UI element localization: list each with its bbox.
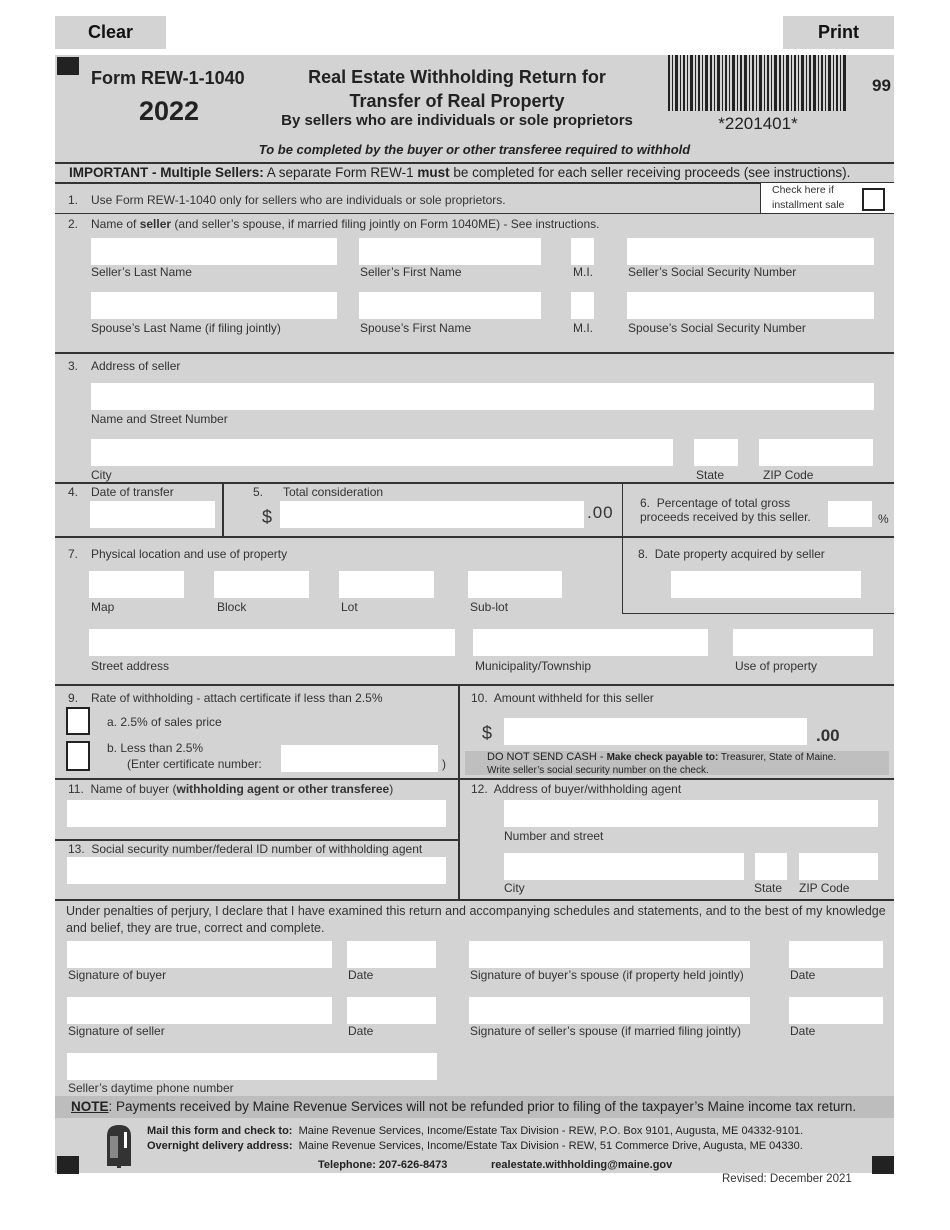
property-use-label: Use of property (735, 659, 818, 673)
note-text: NOTE: Payments received by Maine Revenue Services will not be refunded prior to filing of the taxpayer’s Maine income tax return. (71, 1099, 857, 1114)
installment-label-2: installment sale (772, 199, 845, 211)
line10-text: 10. Amount withheld for this seller (471, 691, 654, 705)
map-input[interactable] (89, 571, 184, 598)
divider (622, 483, 623, 536)
divider (55, 352, 894, 354)
form-year: 2022 (139, 96, 200, 126)
lot-input[interactable] (339, 571, 434, 598)
seller-ssn-input[interactable] (627, 238, 874, 265)
line6-text: 6. Percentage of total gross (640, 496, 791, 510)
buyer-city-input[interactable] (504, 853, 744, 880)
amount-withheld-input[interactable] (504, 718, 807, 745)
cents-label: .00 (587, 503, 614, 522)
buyer-spouse-date-input[interactable] (789, 941, 883, 968)
seller-sig-date-input[interactable] (347, 997, 436, 1024)
divider (55, 213, 894, 214)
seller-last-name-label: Seller’s Last Name (91, 265, 192, 279)
seller-spouse-signature-input[interactable] (469, 997, 750, 1024)
line12-text: 12. Address of buyer/withholding agent (471, 782, 682, 796)
divider (55, 162, 894, 164)
divider (55, 778, 894, 780)
percent-sign: % (878, 512, 889, 526)
cents-label: .00 (816, 726, 840, 745)
seller-spouse-signature-label: Signature of seller’s spouse (if married filing jointly) (470, 1024, 742, 1038)
mailbox-icon (103, 1122, 135, 1168)
line4-text: Date of transfer (91, 485, 174, 499)
spouse-ssn-input[interactable] (627, 292, 874, 319)
certificate-number-input[interactable] (281, 745, 438, 772)
total-consideration-input[interactable] (280, 501, 584, 528)
seller-city-input[interactable] (91, 439, 673, 466)
line3-text: Address of seller (91, 359, 181, 373)
seller-zip-input[interactable] (759, 439, 873, 466)
seller-zip-label: ZIP Code (763, 468, 814, 482)
spouse-mi-label: M.I. (573, 321, 593, 335)
rate-less-checkbox[interactable] (66, 741, 90, 771)
form-subtitle: By sellers who are individuals or sole proprietors (281, 112, 633, 129)
email-link[interactable]: realestate.withholding@maine.gov (491, 1159, 673, 1171)
seller-street-label: Name and Street Number (91, 412, 228, 426)
line13-text: 13. Social security number/federal ID number of withholding agent (68, 842, 423, 856)
line-number: 9. (68, 691, 79, 705)
buyer-city-label: City (504, 881, 525, 895)
line2-text: Name of seller (and seller’s spouse, if married filing jointly on Form 1040ME) - See instructions. (91, 217, 600, 231)
registration-mark (872, 1156, 894, 1174)
spouse-first-name-input[interactable] (359, 292, 541, 319)
seller-state-label: State (696, 468, 725, 482)
cash-notice: DO NOT SEND CASH - Make check payable to: Treasurer, State of Maine. (487, 751, 837, 763)
barcode (668, 55, 848, 111)
line-number: 1. (68, 193, 79, 207)
seller-state-input[interactable] (694, 439, 738, 466)
buyer-zip-input[interactable] (799, 853, 878, 880)
property-street-input[interactable] (89, 629, 455, 656)
rate-2-5-checkbox[interactable] (66, 707, 90, 735)
installment-sale-checkbox[interactable] (862, 188, 885, 211)
seller-ssn-label: Seller’s Social Security Number (628, 265, 797, 279)
line6-text-2: proceeds received by this seller. (640, 510, 811, 524)
line8-text: 8. Date property acquired by seller (638, 547, 825, 561)
buyer-spouse-signature-input[interactable] (469, 941, 750, 968)
important-notice: IMPORTANT - Multiple Sellers: A separate Form REW-1 must be completed for each seller receiving proceeds (see instructions). (69, 165, 851, 180)
rate-a-label: a. 2.5% of sales price (107, 715, 222, 729)
form-title-2: Transfer of Real Property (349, 91, 565, 111)
buyer-ssn-input[interactable] (67, 857, 446, 884)
spouse-mi-input[interactable] (571, 292, 594, 319)
certificate-label: (Enter certificate number: (127, 757, 262, 771)
line-number: 3. (68, 359, 79, 373)
spouse-first-name-label: Spouse’s First Name (360, 321, 472, 335)
revised-date: Revised: December 2021 (722, 1173, 852, 1185)
divider (55, 684, 894, 686)
buyer-street-input[interactable] (504, 800, 878, 827)
seller-mi-input[interactable] (571, 238, 594, 265)
buyer-signature-input[interactable] (67, 941, 332, 968)
divider (760, 183, 761, 213)
line5-text: Total consideration (283, 485, 384, 499)
form-title-1: Real Estate Withholding Return for (308, 67, 606, 87)
barcode-text: *2201401* (718, 114, 798, 133)
registration-mark (57, 1156, 79, 1174)
property-street-label: Street address (91, 659, 170, 673)
line11-text: 11. Name of buyer (withholding agent or other transferee) (68, 782, 394, 796)
registration-mark (57, 57, 79, 75)
line-number: 5. (253, 485, 264, 499)
line-number: 2. (68, 217, 79, 231)
seller-signature-label: Signature of seller (68, 1024, 165, 1038)
paren: ) (442, 757, 446, 771)
spouse-ssn-label: Spouse’s Social Security Number (628, 321, 806, 335)
map-label: Map (91, 600, 115, 614)
divider (55, 839, 458, 841)
line-number: 7. (68, 547, 79, 561)
buyer-name-input[interactable] (67, 800, 446, 827)
buyer-sig-date-input[interactable] (347, 941, 436, 968)
seller-city-label: City (91, 468, 112, 482)
divider (55, 536, 894, 538)
date-label: Date (790, 968, 816, 982)
buyer-spouse-signature-label: Signature of buyer’s spouse (if property held jointly) (470, 968, 744, 982)
seller-spouse-date-input[interactable] (789, 997, 883, 1024)
cash-notice-2: Write seller’s social security number on the check. (487, 765, 709, 776)
divider (458, 685, 460, 900)
lot-label: Lot (341, 600, 358, 614)
block-label: Block (217, 600, 247, 614)
buyer-state-label: State (754, 881, 783, 895)
buyer-zip-label: ZIP Code (799, 881, 850, 895)
buyer-state-input[interactable] (755, 853, 787, 880)
divider (622, 613, 894, 614)
sublot-label: Sub-lot (470, 600, 509, 614)
seller-first-name-input[interactable] (359, 238, 541, 265)
dollar-sign: $ (262, 507, 273, 527)
line7-text: Physical location and use of property (91, 547, 288, 561)
divider (55, 899, 894, 901)
seller-first-name-label: Seller’s First Name (360, 265, 462, 279)
divider (222, 483, 224, 536)
sublot-input[interactable] (468, 571, 562, 598)
print-button[interactable]: Print (783, 16, 894, 49)
seller-mi-label: M.I. (573, 265, 593, 279)
spouse-last-name-input[interactable] (91, 292, 337, 319)
perjury-statement: Under penalties of perjury, I declare that I have examined this return and accompanying schedules and statements, and to the best of my knowledge and belief, they are true, correct and complete. (66, 904, 886, 935)
municipality-input[interactable] (473, 629, 708, 656)
seller-phone-label: Seller’s daytime phone number (68, 1081, 234, 1095)
divider (55, 482, 894, 484)
overnight-address: Overnight delivery address: Maine Revenue Services, Income/Estate Tax Division - REW, 51 Commerce Drive, Augusta, ME 04330. (147, 1140, 803, 1152)
line9-text: Rate of withholding - attach certificate if less than 2.5% (91, 691, 383, 705)
spouse-last-name-label: Spouse’s Last Name (if filing jointly) (91, 321, 281, 335)
seller-last-name-input[interactable] (91, 238, 337, 265)
buyer-street-label: Number and street (504, 829, 604, 843)
form-code: 99 (872, 76, 891, 95)
buyer-signature-label: Signature of buyer (68, 968, 167, 982)
mail-address: Mail this form and check to: Maine Revenue Services, Income/Estate Tax Division - REW, P.O. Box 9101, Augusta, ME 04332-9101. (147, 1125, 804, 1137)
buyer-instruction: To be completed by the buyer or other transferee required to withhold (258, 142, 691, 157)
property-use-input[interactable] (733, 629, 873, 656)
line-number: 4. (68, 485, 79, 499)
seller-signature-input[interactable] (67, 997, 332, 1024)
percentage-input[interactable] (828, 501, 872, 527)
rate-b-label: b. Less than 2.5% (107, 741, 204, 755)
clear-button[interactable]: Clear (55, 16, 166, 49)
acquired-date-input[interactable] (671, 571, 861, 598)
line1-text: Use Form REW-1-1040 only for sellers who are individuals or sole proprietors. (91, 193, 506, 207)
municipality-label: Municipality/Township (475, 659, 592, 673)
telephone: Telephone: 207-626-8473 (318, 1159, 448, 1171)
installment-label-1: Check here if (772, 184, 834, 196)
date-label: Date (790, 1024, 816, 1038)
block-input[interactable] (214, 571, 309, 598)
date-label: Date (348, 1024, 374, 1038)
date-label: Date (348, 968, 374, 982)
dollar-sign: $ (482, 723, 493, 743)
transfer-date-input[interactable] (90, 501, 215, 528)
seller-street-input[interactable] (91, 383, 874, 410)
form-id: Form REW-1-1040 (91, 68, 245, 88)
seller-phone-input[interactable] (67, 1053, 437, 1080)
divider (622, 537, 623, 614)
